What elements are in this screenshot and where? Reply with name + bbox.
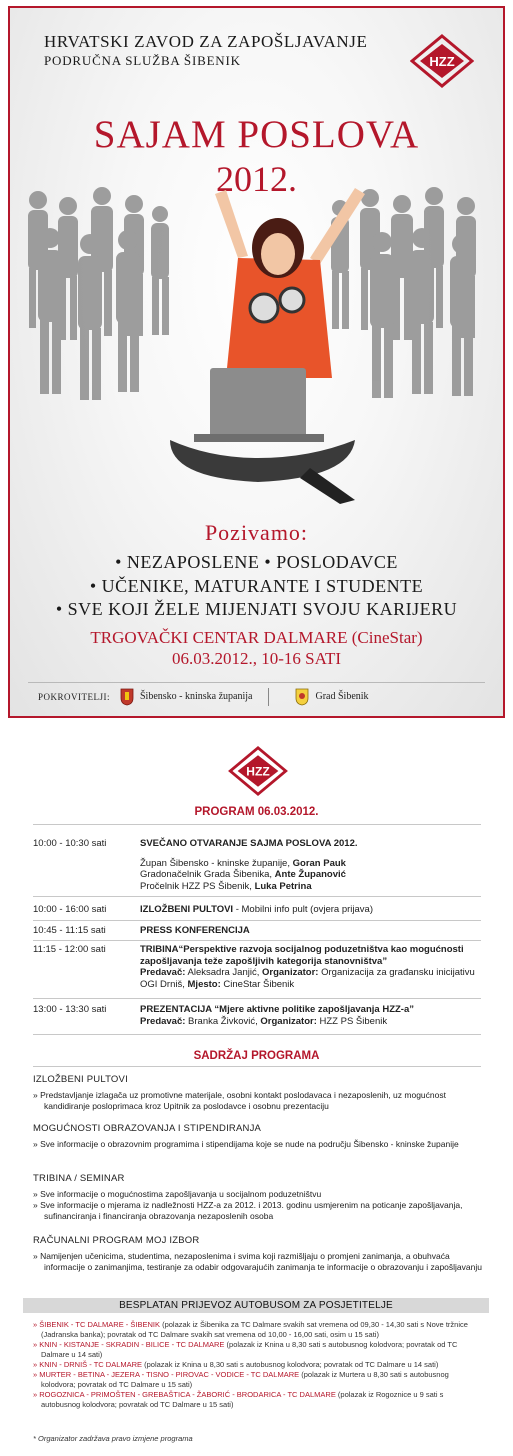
poster-title: SAJAM POSLOVA [93,113,420,156]
divider [33,824,481,825]
sponsors-bar [28,682,485,710]
program-time: 10:00 - 10:30 sati [33,838,107,849]
hzz-logo-icon [228,746,288,796]
invite-heading: Pozivamo: [204,520,309,545]
invite-line-1: • NEZAPOSLENE • POSLODAVCE [115,552,398,572]
person-silhouette-icon [38,228,62,394]
transport-heading: BESPLATAN PRIJEVOZ AUTOBUSOM ZA POSJETITELJE [23,1298,489,1313]
invite-line-2: • UČENIKE, MATURANTE I STUDENTE [89,576,424,596]
bullet-item: » Sve informacije o mjerama iz nadležnosti HZZ-a za 2012. i 2013. godinu usmjerenim na poticanje zapošljavanja, sufinanciranja i financiranja obrazovanja nezaposlenih osoba [33,1200,463,1221]
sponsors-label: POKROVITELJI: [38,691,110,702]
route-item: » ŠIBENIK - TC DALMARE - ŠIBENIK (polazak iz Šibenika za TC Dalmare svakih sat vremena od 09,30 - 14,30 sati s Nove tržnice (Jadranska banka); povratak od TC Dalmare svakih sat vremena od 10,00 - 16,00 sati, osim u 15 sati) [33,1320,468,1339]
bus-routes-list [33,1320,483,1410]
section-bullets [33,1189,483,1222]
speaker-line: Gradonačelnik Grada Šibenika, Ante Županović [140,869,346,880]
program-time: 11:15 - 12:00 sati [33,944,106,955]
svg-text:HZZ: HZZ [246,764,270,779]
sponsor-county: Šibensko - kninska županija [140,691,253,702]
sponsor-divider [268,688,269,706]
person-silhouette-icon [450,234,474,396]
event-venue: TRGOVAČKI CENTAR DALMARE (CineStar) [90,628,423,647]
hzz-logo-icon [410,34,474,88]
invite-line-3: • SVE KOJI ŽELE MIJENJATI SVOJU KARIJERU [55,599,458,619]
bullet-item: » Sve informacije o obrazovnim programima i stipendijama koje se nude na području Šibensko - kninske županije [33,1139,459,1149]
section-heading: MOGUĆNOSTI OBRAZOVANJA I STIPENDIRANJA [33,1123,262,1134]
bullet-item: » Sve informacije o mogućnostima zapošljavanja u socijalnom poduzetništvu [33,1189,322,1199]
speaker-line: Župan Šibensko - kninske županije, Goran Pauk [140,857,346,869]
program-desc: TRIBINA“Perspektive razvoja socijalnog poduzetništva kao mogućnosti zapošljavanja teže zapošljivih kategorija stanovništva” Predavač: Aleksadra Janjić, Organizator: Organizacija za građansku inicijativu OGI Drniš, Mjesto: CineStar Šibenik [140,944,475,990]
woman-with-laptop-illustration [170,188,365,504]
divider [33,998,481,999]
person-silhouette-icon [116,230,140,392]
organizer-note: * Organizator zadržava pravo izmjene programa [33,1434,193,1443]
program-desc: IZLOŽBENI PULTOVI - Mobilni info pult (ovjera prijava) [140,904,373,915]
divider [33,920,481,921]
section-heading: IZLOŽBENI PULTOVI [33,1074,128,1085]
program-item-title: SVEČANO OTVARANJE SAJMA POSLOVA 2012. [140,838,358,849]
person-silhouette-icon [410,228,434,394]
divider [33,896,481,897]
program-time: 10:00 - 16:00 sati [33,904,107,915]
program-time: 13:00 - 13:30 sati [33,1004,107,1015]
bullet-item: » Predstavljanje izlagača uz promotivne materijale, osobni kontakt poslodavaca i nezaposlenih, uz mogućnost kandidiranje posloprimaca kroz Upitnik za poslodavce i osobnu prezentaciju [33,1090,446,1111]
program-title: PROGRAM 06.03.2012. [194,806,319,818]
route-item: » KNIN - DRNIŠ - TC DALMARE (polazak iz Knina u 8,30 sati s autobusnog kolodvora; povratak od TC Dalmare u 14 sati) [33,1360,439,1369]
event-datetime: 06.03.2012., 10-16 SATI [171,649,342,668]
divider [33,940,481,941]
route-item: » ROGOZNICA - PRIMOŠTEN - GREBAŠTICA - ŽABORIĆ - BRODARICA - TC DALMARE (polazak iz Rogoznice u 9 sati s autobusnog kolodvora; povratak od TC Dalmare u 15 sati) [33,1390,444,1409]
divider [33,1034,481,1035]
section-bullets [33,1251,483,1273]
crowd-illustration [10,178,505,518]
divider [33,1066,481,1067]
route-item: » KNIN - KISTANJE - SKRADIN - BILICE - TC DALMARE (polazak iz Knina u 8,30 sati s autobusnog kolodvora; povratak od TC Dalmare u 14 sati) [33,1340,458,1359]
person-silhouette-icon [391,195,413,340]
program-item-title: PRESS KONFERENCIJA [140,925,250,936]
speaker-line: Pročelnik HZZ PS Šibenik, Luka Petrina [140,880,312,892]
county-crest-icon [120,688,134,706]
section-heading: RAČUNALNI PROGRAM MOJ IZBOR [33,1235,200,1246]
person-silhouette-icon [370,232,394,398]
program-time: 10:45 - 11:15 sati [33,925,106,936]
svg-text:HZZ: HZZ [429,54,455,69]
route-item: » MURTER - BETINA - JEZERA - TISNO - PIROVAC - VODICE - TC DALMARE (polazak iz Murtera u 8,30 sati s autobusnog kolodvora; povratak od TC Dalmare u 15 sati) [33,1370,449,1389]
bullet-item: » Namijenjen učenicima, studentima, nezaposlenima i svima koji razmišljaju o promjeni zanimanja, a obuhvaća informacije o zanimanjima, testiranje za odabir odgovarajućih zanimanja te informacije o obrazovanju i zapošljavanju [33,1251,482,1272]
sponsor-city: Grad Šibenik [315,691,369,702]
content-title: SADRŽAJ PROGRAMA [193,1050,320,1062]
person-silhouette-icon [78,234,102,400]
program-desc: PREZENTACIJA “Mjere aktivne politike zapošljavanja HZZ-a” Predavač: Branka Živković, Organizator: HZZ PS Šibenik [140,1004,414,1027]
event-poster [8,6,505,718]
section-bullets [33,1139,483,1150]
program-desc [140,838,490,892]
section-bullets [33,1090,483,1112]
city-crest-icon [295,688,309,706]
poster-year: 2012. [216,159,297,199]
person-silhouette-icon [151,206,169,335]
section-heading: TRIBINA / SEMINAR [33,1173,125,1184]
organization-branch: PODRUČNA SLUŽBA ŠIBENIK [44,53,241,68]
organization-name: HRVATSKI ZAVOD ZA ZAPOŠLJAVANJE [44,32,368,51]
